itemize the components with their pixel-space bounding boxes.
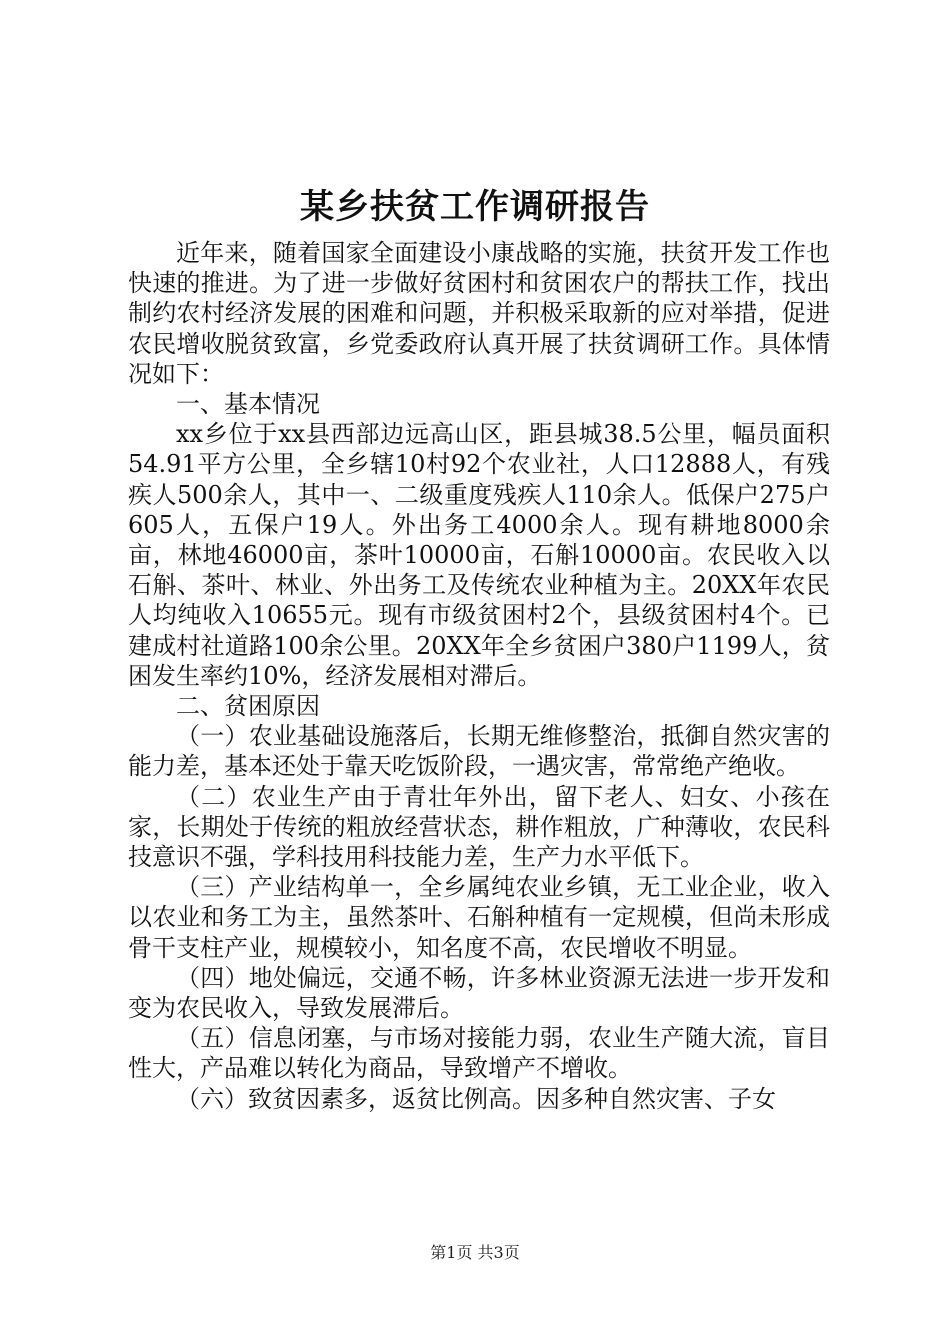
section-heading-causes: 二、贫困原因 bbox=[176, 692, 320, 721]
cause-paragraph-6: （六）致贫因素多，返贫比例高。因多种自然灾害、子女 bbox=[176, 1084, 776, 1113]
cause-paragraph-1: （一）农业基础设施落后，长期无维修整治，抵御自然灾害的能力差，基本还处于靠天吃饭阶段，一遇灾害，常常绝产绝收。 bbox=[128, 722, 830, 781]
basic-info-paragraph: xx乡位于xx县西部边远高山区，距县城38.5公里，幅员面积54.91平方公里，全乡辖10村92个农业社，人口12888人，有残疾人500余人，其中一、二级重度残疾人110余人。低保户275户605人，五保户19人。外出务工4000余人。现有耕地8000余亩，林地46000亩，茶叶10000亩，石斛10000亩。农民收入以石斛、茶叶、林业、外出务工及传统农业种植为主。20XX年农民人均纯收入10655元。现有市级贫困村2个，县级贫困村4个。已建成村社道路100余公里。20XX年全乡贫困户380户1199人，贫困发生率约10%，经济发展相对滞后。 bbox=[128, 420, 830, 690]
document-body bbox=[128, 238, 830, 1114]
cause-paragraph-2: （二）农业生产由于青壮年外出，留下老人、妇女、小孩在家，长期处于传统的粗放经营状态，耕作粗放，广种薄收，农民科技意识不强，学科技用科技能力差，生产力水平低下。 bbox=[128, 782, 830, 872]
cause-paragraph-4: （四）地处偏远，交通不畅，许多林业资源无法进一步开发和变为农民收入，导致发展滞后。 bbox=[128, 963, 830, 1023]
page-number-footer: 第1页 共3页 bbox=[430, 1243, 520, 1262]
section-heading-basic: 一、基本情况 bbox=[176, 390, 320, 419]
document-title: 某乡扶贫工作调研报告 bbox=[300, 187, 650, 227]
intro-paragraph: 近年来，随着国家全面建设小康战略的实施，扶贫开发工作也快速的推进。为了进一步做好贫困村和贫困农户的帮扶工作，找出制约农村经济发展的困难和问题，并积极采取新的应对举措，促进农民增收脱贫致富，乡党委政府认真开展了扶贫调研工作。具体情况如下： bbox=[128, 239, 830, 388]
cause-paragraph-3: （三）产业结构单一，全乡属纯农业乡镇，无工业企业，收入以农业和务工为主，虽然茶叶、石斛种植有一定规模，但尚未形成骨干支柱产业，规模较小，知名度不高，农民增收不明显。 bbox=[128, 873, 830, 962]
cause-paragraph-5: （五）信息闭塞，与市场对接能力弱，农业生产随大流，盲目性大，产品难以转化为商品，导致增产不增收。 bbox=[128, 1024, 830, 1083]
